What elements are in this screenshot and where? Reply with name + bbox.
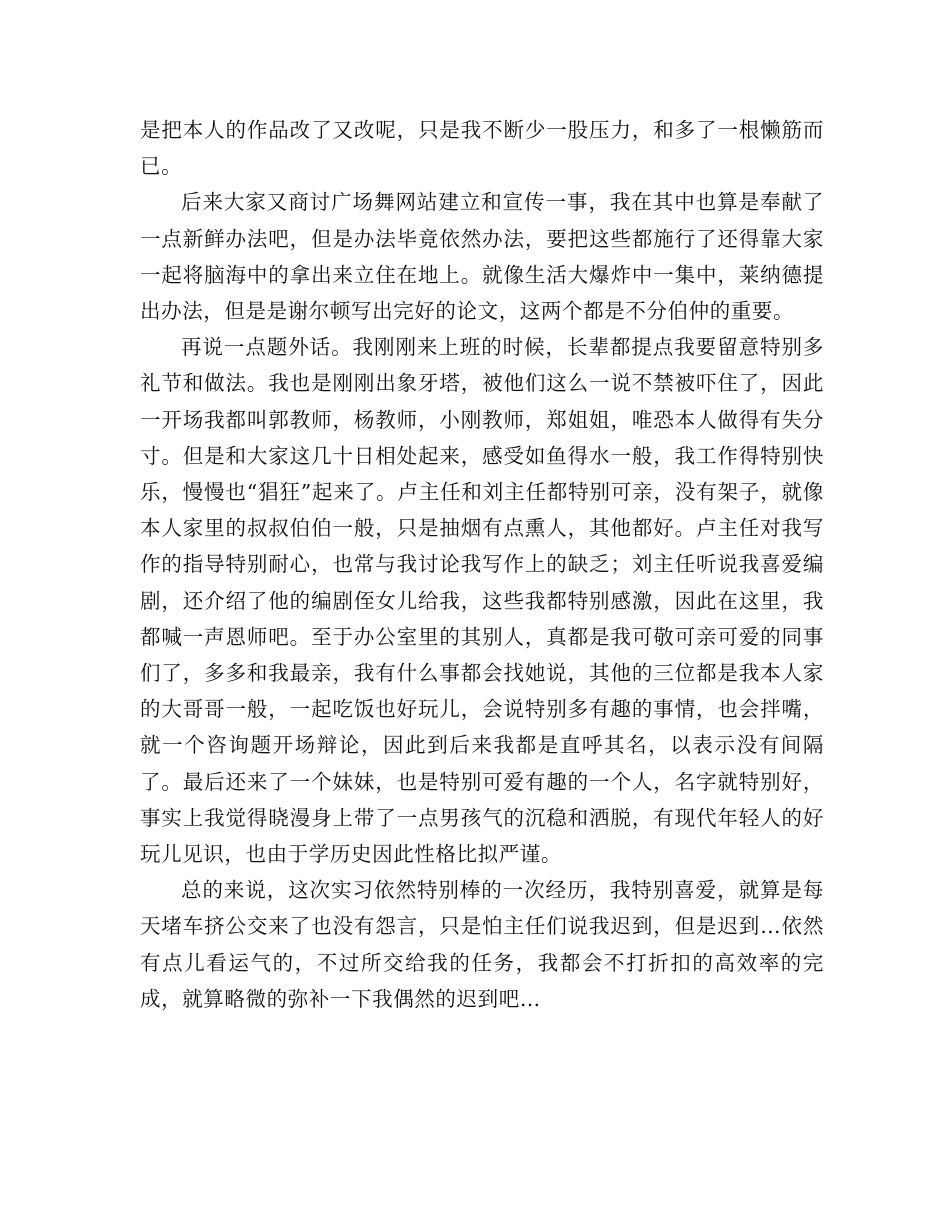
paragraph-1: 是把本人的作品改了又改呢，只是我不断少一股压力，和多了一根懒筋而已。 xyxy=(140,118,824,179)
paragraph-4: 总的来说，这次实习依然特别棒的一次经历，我特别喜爱，就算是每天堵车挤公交来了也没有怨言，只是怕主任们说我迟到，但是迟到…依然有点儿看运气的，不过所交给我的任务，我都会不打折扣的高效率的完成，就算略微的弥补一下我偶然的迟到吧… xyxy=(140,878,824,1011)
document-body xyxy=(140,112,824,1017)
paragraph-2: 后来大家又商讨广场舞网站建立和宣传一事，我在其中也算是奉献了一点新鲜办法吧，但是办法毕竟依然办法，要把这些都施行了还得靠大家一起将脑海中的拿出来立住在地上。就像生活大爆炸中一集中，莱纳德提出办法，但是是谢尔顿写出完好的论文，这两个都是不分伯仲的重要。 xyxy=(140,190,824,324)
paragraph-3: 再说一点题外话。我刚刚来上班的时候，长辈都提点我要留意特别多礼节和做法。我也是刚刚出象牙塔，被他们这么一说不禁被吓住了，因此一开场我都叫郭教师，杨教师，小刚教师，郑姐姐，唯恐本人做得有失分寸。但是和大家这几十日相处起来，感受如鱼得水一般，我工作得特别快乐，慢慢也“猖狂”起来了。卢主任和刘主任都特别可亲，没有架子，就像本人家里的叔叔伯伯一般，只是抽烟有点熏人，其他都好。卢主任对我写作的指导特别耐心，也常与我讨论我写作上的缺乏；刘主任听说我喜爱编剧，还介绍了他的编剧侄女儿给我，这些我都特别感激，因此在这里，我都喊一声恩师吧。至于办公室里的其别人，真都是我可敬可亲可爱的同事们了，多多和我最亲，我有什么事都会找她说，其他的三位都是我本人家的大哥哥一般，一起吃饭也好玩儿，会说特别多有趣的事情，也会拌嘴，就一个咨询题开场辩论，因此到后来我都是直呼其名，以表示没有间隔了。最后还来了一个妹妹，也是特别可爱有趣的一个人，名字就特别好，事实上我觉得晓漫身上带了一点男孩气的沉稳和洒脱，有现代年轻人的好玩儿见识，也由于学历史因此性格比拟严谨。 xyxy=(140,335,824,867)
